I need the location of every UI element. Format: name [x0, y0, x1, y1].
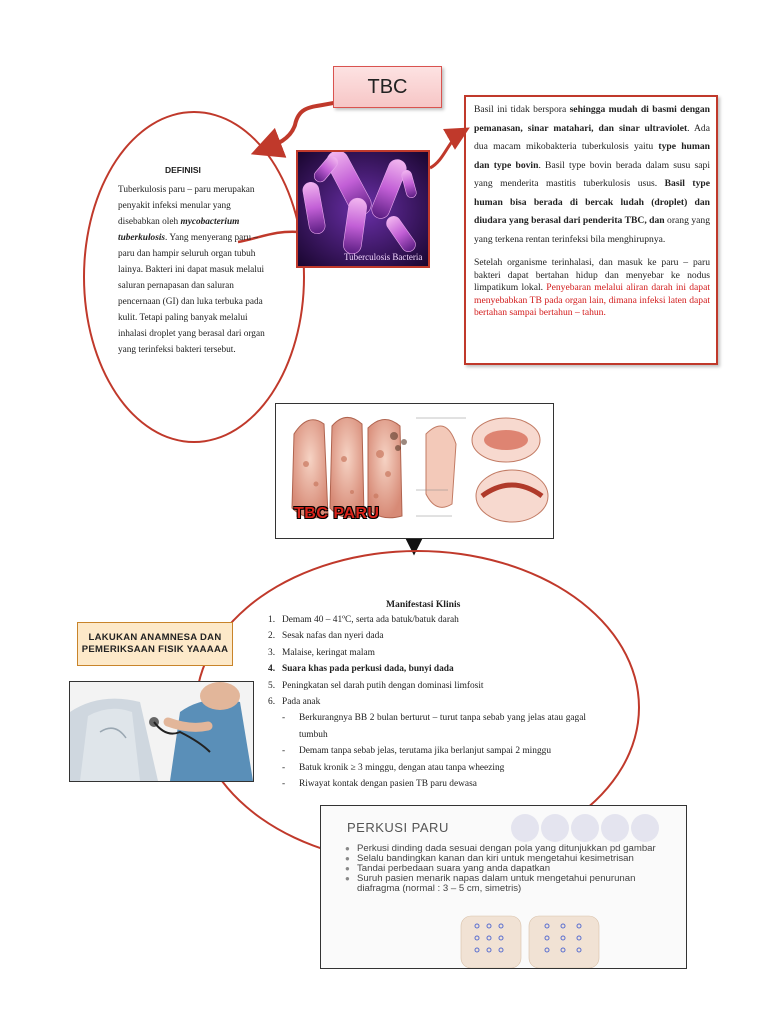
sub-list-text: Demam tanpa sebab jelas, terutama jika berlanjut sampai 2 minggu — [299, 746, 552, 757]
definition-organism: mycobacterium tuberkulosis — [118, 217, 240, 243]
info-bold-text: Basil type human bisa berada di bercak ludah (droplet) dan diudara yang berasal dari penderita TBC, dan — [474, 178, 710, 226]
list-item — [268, 661, 586, 677]
info-text: orang yang yang terkena rentan terinfeksi bila menghirupnya. — [474, 215, 710, 245]
perkusi-bullet-text: Selalu bandingkan kanan dan kiri untuk mengetahui kesimetrisan — [357, 853, 634, 864]
list-text: Sesak nafas dan nyeri dada — [282, 631, 384, 642]
list-number: 2. — [268, 631, 276, 642]
perkusi-bullet: ● Suruh pasien menarik napas dalam untuk mengetahui penurunan diafragma (normal : 3 – 5 cm, simetris) — [345, 874, 675, 894]
bacteria-caption: Tuberculosis Bacteria — [344, 252, 423, 262]
definition-text-2: . Yang menyerang paru – paru dan hampir seluruh organ tubuh lainya. Bakteri ini dapat masuk melalui saluran pernapasan dan saluran pencernaan (GI) dan luka terbuka pada kulit. Tetapi paling banyak melalui inhalasi droplet yang berasal dari organ yang terinfeksi bakteri tersebut. — [118, 233, 265, 355]
list-number: 3. — [268, 647, 276, 658]
info-box — [464, 95, 718, 365]
perkusi-slide-image — [320, 805, 687, 969]
list-number: 1. — [268, 615, 276, 625]
info-text: Setelah organisme terinhalasi, dan masuk ke paru – paru bakteri dapat bertahan hidup dan menyebar ke nodus limpatikum lokal. — [474, 257, 710, 293]
perkusi-bullet: ● Selalu bandingkan kanan dan kiri untuk mengetahui kesimetrisan — [345, 853, 634, 864]
definition-text-1: Tuberkulosis paru – paru merupakan penyakit infeksi menular yang disebabkan oleh — [118, 185, 255, 227]
info-paragraph-1 — [474, 101, 710, 249]
info-red-text: Penyebaran melalui aliran darah ini dapat menyebabkan TB pada organ lain, dimana infeksi laten dapat bertahan sampai bertahun – tahun. — [474, 282, 710, 318]
info-paragraph-2 — [474, 257, 710, 320]
perkusi-bullet-text: Perkusi dinding dada sesuai dengan pola yang ditunjukkan pd gambar — [357, 843, 656, 854]
tbc-paru-image — [275, 403, 554, 539]
list-text: Pada anak — [282, 697, 321, 708]
sub-list-item: - Berkurangnya BB 2 bulan berturut – turut tanpa sebab yang jelas atau gagal tumbuh — [268, 710, 586, 743]
definition-text — [118, 182, 268, 358]
info-text: . Basil type bovin berada dalam susu sapi yang menderita mastitis tuberkulosis usus. — [474, 159, 710, 189]
info-text: . Ada dua macam mikobakteria tuberkulosis yaitu — [474, 122, 710, 152]
perkusi-bullet: ● Tandai perbedaan suara yang anda dapatkan — [345, 863, 551, 874]
list-text: Suara khas pada perkusi dada, bunyi dada — [282, 664, 454, 675]
list-number: 4. — [268, 664, 276, 675]
list-number: 5. — [268, 680, 276, 691]
sub-list-text: Batuk kronik ≥ 3 minggu, dengan atau tanpa wheezing — [299, 762, 505, 773]
perkusi-bullet: ● Perkusi dinding dada sesuai dengan pola yang ditunjukkan pd gambar — [345, 843, 656, 854]
anamnesa-text: LAKUKAN ANAMNESA DAN PEMERIKSAAN FISIK YAAAAA — [81, 632, 229, 655]
definition-heading: DEFINISI — [165, 165, 201, 175]
anamnesa-box — [77, 622, 233, 666]
perkusi-bullets — [345, 844, 675, 894]
info-bold-text: type human dan type bovin — [474, 141, 710, 171]
arrow-image-to-info — [430, 132, 462, 168]
sub-list-item: - Batuk kronik ≥ 3 minggu, dengan atau tanpa wheezing — [268, 760, 586, 776]
list-item — [268, 645, 586, 661]
info-bold-text: sehingga mudah di basmi dengan pemanasan, sinar matahari, dan sinar ultraviolet — [474, 104, 710, 134]
perkusi-title: PERKUSI PARU — [347, 820, 449, 835]
sub-list-text: Riwayat kontak dengan pasien TB paru dewasa — [299, 779, 477, 790]
perkusi-bullet-text: Suruh pasien menarik napas dalam untuk mengetahui penurunan diafragma (normal : 3 – 5 cm, simetris) — [357, 873, 636, 894]
title-text: TBC — [367, 75, 408, 98]
sub-list-item: - Riwayat kontak dengan pasien TB paru dewasa — [268, 776, 586, 792]
tbc-paru-label: TBC PARU — [294, 505, 380, 522]
list-item — [268, 678, 586, 694]
title-box — [333, 66, 442, 108]
list-item — [268, 612, 586, 628]
manifestasi-heading: Manifestasi Klinis — [386, 599, 461, 610]
manifestasi-list — [268, 612, 586, 792]
list-text: Demam 40 – 41ºC, serta ada batuk/batuk darah — [282, 615, 459, 625]
sub-list-text: Berkurangnya BB 2 bulan berturut – turut tanpa sebab yang jelas atau gagal tumbuh — [299, 713, 586, 740]
list-text: Peningkatan sel darah putih dengan dominasi limfosit — [282, 680, 484, 691]
list-item — [268, 628, 586, 644]
list-item — [268, 694, 586, 710]
perkusi-bullet-text: Tandai perbedaan suara yang anda dapatkan — [357, 863, 551, 874]
sub-list-item: - Demam tanpa sebab jelas, terutama jika berlanjut sampai 2 minggu — [268, 743, 586, 759]
bacteria-image — [296, 150, 430, 268]
info-text: Basil ini tidak berspora — [474, 104, 570, 115]
list-text: Malaise, keringat malam — [282, 647, 375, 658]
list-number: 6. — [268, 697, 276, 708]
doctor-examination-image — [69, 681, 254, 782]
